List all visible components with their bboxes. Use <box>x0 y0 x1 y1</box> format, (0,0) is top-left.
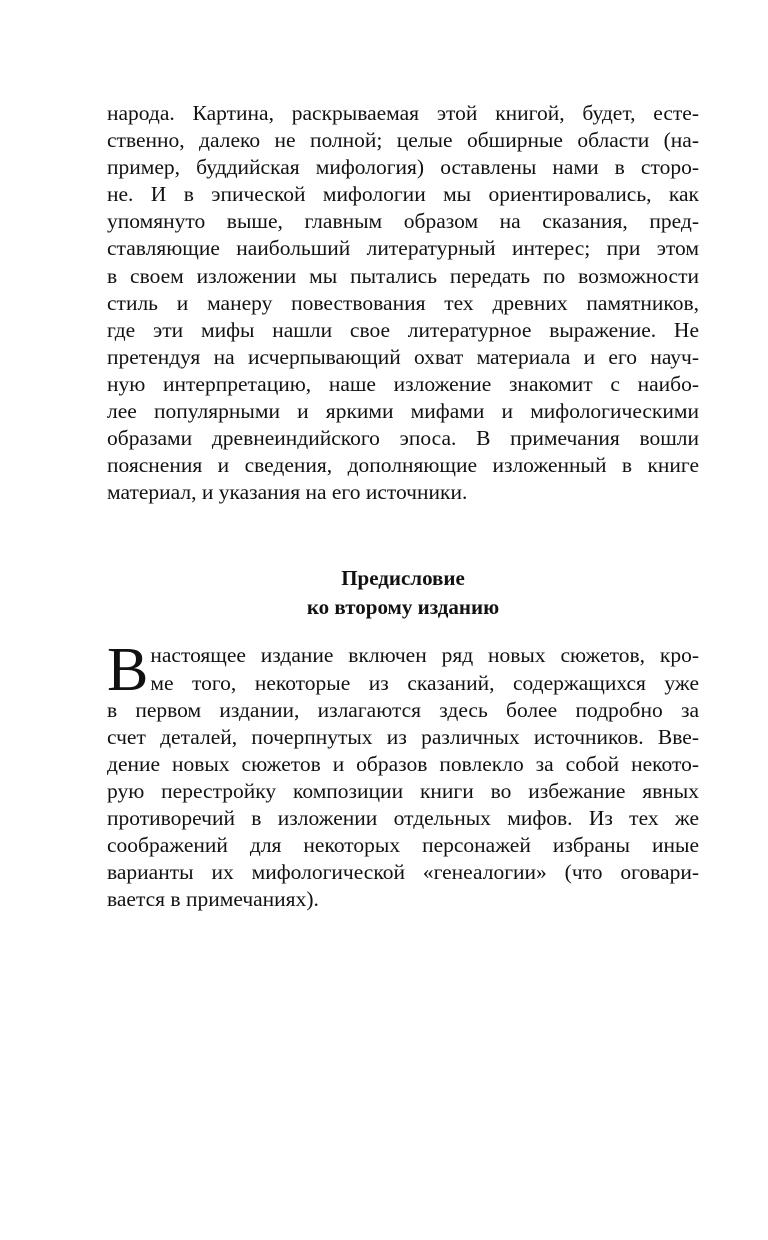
text-line: счет деталей, почерпнутых из различных источников. Вве- <box>107 724 699 749</box>
text-line: соображений для некоторых персонажей избраны иные <box>107 833 699 858</box>
text-line: образами древнеиндийского эпоса. В примечания вошли <box>107 426 699 451</box>
text-line: претендуя на исчерпывающий охват материала и его науч- <box>107 344 699 369</box>
text-line: противоречий в изложении отдельных мифов. Из тех же <box>107 805 699 830</box>
text-line: ственно, далеко не полной; целые обширные области (на- <box>107 128 699 153</box>
drop-cap-letter: В <box>107 636 149 705</box>
paragraph-second-edition <box>107 636 699 913</box>
text-line: в первом издании, излагаются здесь более подробно за <box>107 697 699 722</box>
text-line: лее популярными и яркими мифами и мифологическими <box>107 399 699 424</box>
book-page <box>107 100 699 913</box>
text-line: рую перестройку композиции книги во избежание явных <box>107 778 699 803</box>
text-line: народа. Картина, раскрываемая этой книгой, будет, есте- <box>107 101 699 125</box>
heading-line-2: ко второму изданию <box>306 595 500 620</box>
text-line: пояснения и сведения, дополняющие изложенный в книге <box>107 453 699 478</box>
text-line: стиль и манеру повествования тех древних памятников, <box>107 290 699 315</box>
text-line: ную интерпретацию, наше изложение знакомит с наибо- <box>107 371 699 396</box>
text-line: вается в примечаниях). <box>107 887 319 912</box>
text-line: настоящее издание включен ряд новых сюжетов, кро- <box>150 643 699 668</box>
text-line: не. И в эпической мифологии мы ориентировались, как <box>107 182 699 207</box>
text-line: материал, и указания на его источники. <box>107 480 468 505</box>
text-line: в своем изложении мы пытались передать по возможности <box>107 263 699 288</box>
paragraph-intro <box>107 100 699 506</box>
text-line: где эти мифы нашли свое литературное выражение. Не <box>107 317 699 342</box>
text-line: пример, буддийская мифология) оставлены нами в сторо- <box>107 155 699 180</box>
heading-line-1: Предисловие <box>341 566 465 591</box>
text-line: варианты их мифологической «генеалогии» (что оговари- <box>107 860 699 885</box>
text-line: ме того, некоторые из сказаний, содержащихся уже <box>150 670 699 695</box>
text-line: дение новых сюжетов и образов повлекло за собой некото- <box>107 751 699 776</box>
section-heading <box>107 564 699 622</box>
text-line: ставляющие наибольший литературный интерес; при этом <box>107 236 699 261</box>
text-line: упомянуто выше, главным образом на сказания, пред- <box>107 209 699 234</box>
